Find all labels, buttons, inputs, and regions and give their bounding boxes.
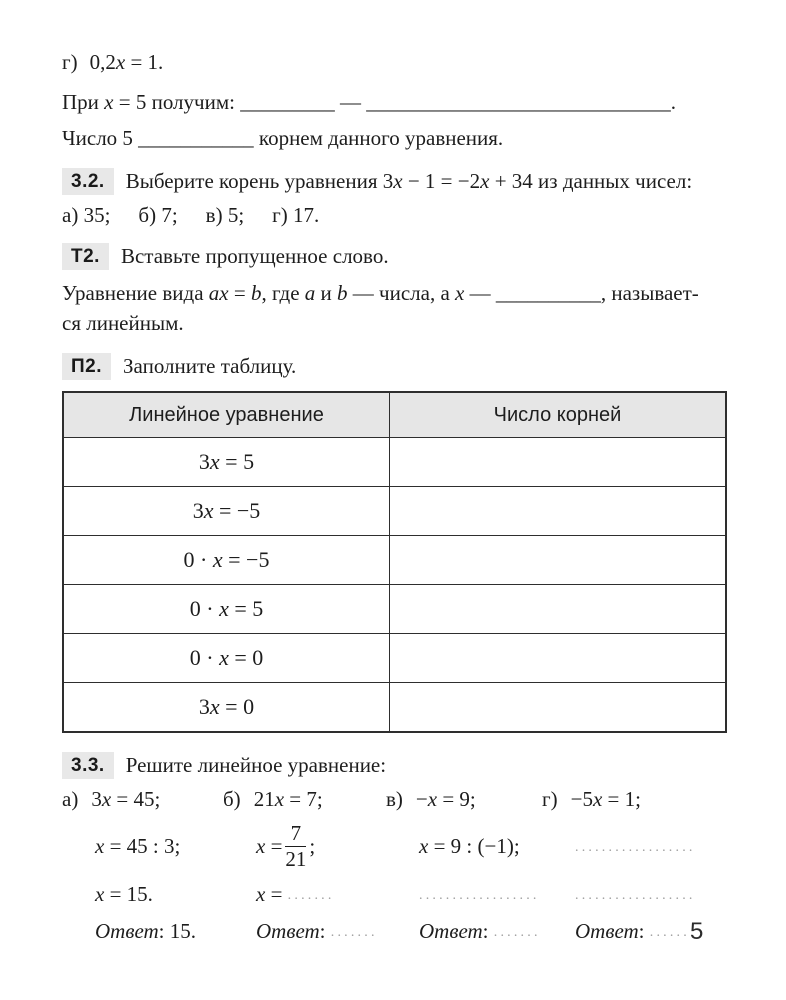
task-t2-heading: Вставьте пропущенное слово. <box>120 244 389 268</box>
task-t2-body-line1: Уравнение вида ax = b, где a и b — числа, а x — __________, называет- <box>62 281 699 305</box>
column-a-answer: Ответ : 15. <box>95 918 196 943</box>
table-row <box>63 683 726 733</box>
item-g-label: г) <box>62 50 78 74</box>
equation-cell: 0 · x = 5 <box>63 585 390 634</box>
equation-cell: 3x = 5 <box>63 438 390 487</box>
column-a-step1: x = 45 : 3; <box>95 833 181 858</box>
task-3-3-heading-row <box>62 751 736 780</box>
option-a: а) 35; <box>62 203 111 227</box>
column-g-equation: −5x = 1; <box>570 787 641 811</box>
task-p2-heading: Заполните таблицу. <box>123 354 297 378</box>
solution-column-b <box>223 784 386 948</box>
equation-cell: 0 · x = 0 <box>63 634 390 683</box>
dotted-blank: ....... <box>287 888 335 903</box>
linear-equation-header-cell: Линейное уравнение <box>63 392 390 438</box>
column-g-step2 <box>542 874 736 914</box>
column-v-equation-row <box>386 784 542 818</box>
equations-table <box>62 391 727 733</box>
column-b-step1: x = $\frac{7}{21}$ ; <box>256 821 316 871</box>
table-header-row <box>63 392 726 438</box>
answer-cell <box>390 438 727 487</box>
column-v-step1: x = 9 : (−1); <box>419 833 520 858</box>
table-row <box>63 487 726 536</box>
answer-cell <box>390 487 727 536</box>
root-check-line: Число 5 ___________ корнем данного уравнения. <box>62 126 504 150</box>
task-3-3-badge: 3.3. <box>62 752 114 779</box>
solution-column-g <box>542 784 736 948</box>
column-v-step2 <box>386 874 542 914</box>
dotted-blank: .................. <box>575 840 696 855</box>
table-row <box>63 536 726 585</box>
column-a-equation: 3x = 45; <box>91 787 161 811</box>
dotted-blank: ....... <box>330 925 378 940</box>
answer-cell <box>390 634 727 683</box>
column-g-answer: Ответ : ....... <box>575 918 697 943</box>
option-g: г) 17. <box>272 203 320 227</box>
column-b-equation: 21x = 7; <box>253 787 323 811</box>
equation-cell: 0 · x = −5 <box>63 536 390 585</box>
roots-count-header-cell: Число корней <box>390 392 727 438</box>
equation-cell: 3x = −5 <box>63 487 390 536</box>
column-b-equation-row <box>223 784 386 818</box>
option-b: б) 7; <box>138 203 178 227</box>
task-p2-badge: П2. <box>62 353 111 380</box>
dotted-blank: ....... <box>649 925 697 940</box>
column-a-label: а) <box>62 787 79 811</box>
substitution-line: При x = 5 получим: _________ — _____________________________. <box>62 90 676 114</box>
column-v-answer: Ответ : ....... <box>419 918 541 943</box>
exercise-item-g <box>62 48 736 77</box>
column-b-label: б) <box>223 787 241 811</box>
task-3-3-heading: Решите линейное уравнение: <box>125 753 387 777</box>
task-3-2-options <box>62 201 736 230</box>
column-v-equation: −x = 9; <box>415 787 476 811</box>
column-a-step2: x = 15. <box>95 881 153 906</box>
column-a-equation-row <box>62 784 223 818</box>
page-number: 5 <box>690 918 704 945</box>
task-t2-body <box>62 278 736 338</box>
dotted-blank: .................. <box>575 888 696 903</box>
column-g-equation-row <box>542 784 736 818</box>
option-v: в) 5; <box>205 203 245 227</box>
table-row <box>63 438 726 487</box>
dotted-blank: ....... <box>493 925 541 940</box>
table-row <box>63 634 726 683</box>
task-3-2-heading-row <box>62 167 736 196</box>
task-3-2-badge: 3.2. <box>62 168 114 195</box>
solution-column-a <box>62 784 223 948</box>
column-g-label: г) <box>542 787 558 811</box>
task-t2-badge: Т2. <box>62 243 109 270</box>
answer-cell <box>390 585 727 634</box>
answer-cell <box>390 683 727 733</box>
answer-cell <box>390 536 727 585</box>
equation-cell: 3x = 0 <box>63 683 390 733</box>
column-g-step1 <box>542 818 736 874</box>
task-p2-heading-row <box>62 352 736 381</box>
task-3-2-heading: Выберите корень уравнения 3x − 1 = −2x + 34 из данных чисел: <box>125 169 693 193</box>
task-3-3-solutions <box>62 784 736 948</box>
task-t2-body-line2: ся линейным. <box>62 311 184 335</box>
column-b-answer: Ответ : ....... <box>256 918 378 943</box>
column-v-label: в) <box>386 787 403 811</box>
task-t2-heading-row <box>62 242 736 271</box>
fraction: $\frac{7}{21}$ <box>285 821 307 871</box>
dotted-blank: .................. <box>419 888 540 903</box>
table-row <box>63 585 726 634</box>
column-b-step2: x = ....... <box>256 881 335 906</box>
solution-column-v <box>386 784 542 948</box>
item-g-equation: 0,2x = 1. <box>89 50 164 74</box>
